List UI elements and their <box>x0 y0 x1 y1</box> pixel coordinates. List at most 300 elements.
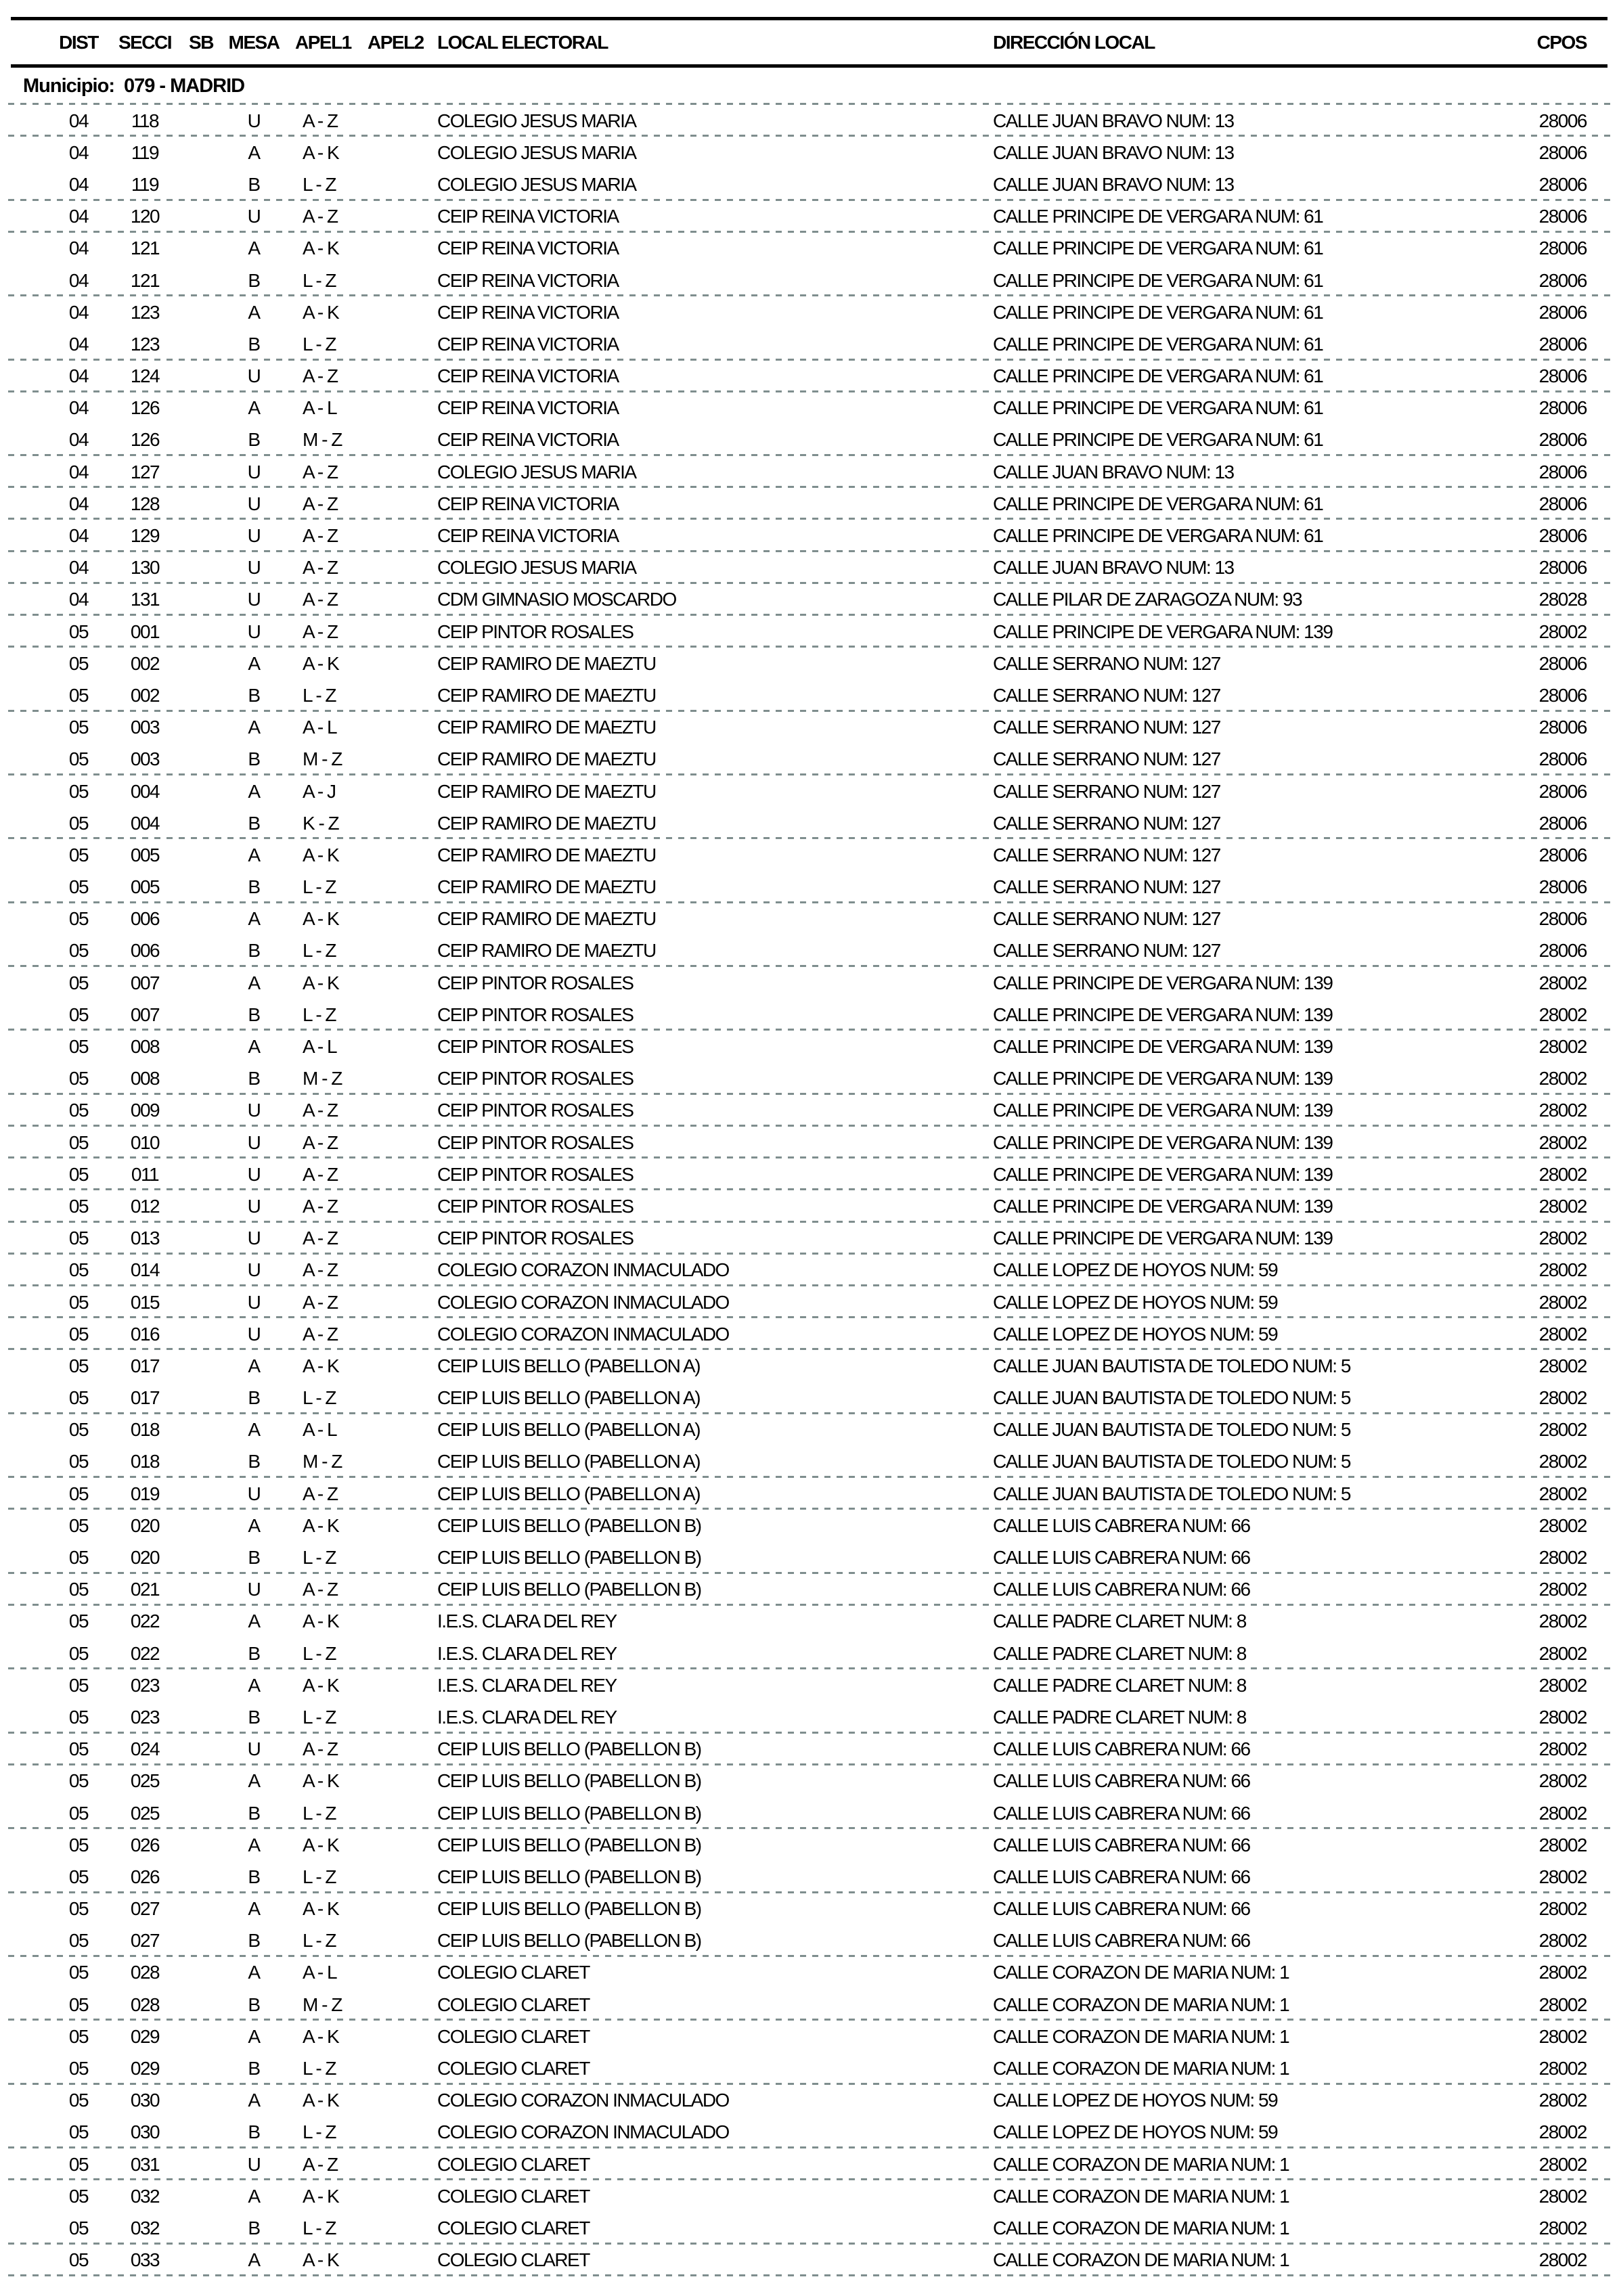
cell-direccion: CALLE LUIS CABRERA NUM: 66 <box>993 1514 1250 1536</box>
cell-secci: 123 <box>130 333 160 355</box>
table-row <box>0 1829 1619 1861</box>
table-row <box>0 552 1619 584</box>
cell-secci: 121 <box>130 269 160 291</box>
cell-local: CEIP REINA VICTORIA <box>437 493 619 514</box>
cell-local: CEIP PINTOR ROSALES <box>437 1228 634 1249</box>
cell-local: CEIP PINTOR ROSALES <box>437 1100 634 1121</box>
cell-direccion: CALLE JUAN BAUTISTA DE TOLEDO NUM: 5 <box>993 1387 1350 1409</box>
cell-local: CEIP LUIS BELLO (PABELLON B) <box>437 1770 701 1792</box>
table-row <box>0 2117 1619 2148</box>
cell-direccion: CALLE PRINCIPE DE VERGARA NUM: 139 <box>993 1228 1333 1249</box>
cell-cpos: 28006 <box>1538 110 1587 131</box>
cell-cpos: 28002 <box>1538 1802 1587 1824</box>
cell-local: CEIP LUIS BELLO (PABELLON B) <box>437 1834 701 1855</box>
cell-secci: 128 <box>130 493 160 514</box>
table-row <box>0 807 1619 839</box>
cell-dist: 05 <box>68 2058 89 2079</box>
cell-dist: 05 <box>68 2185 89 2207</box>
cell-direccion: CALLE JUAN BRAVO NUM: 13 <box>993 110 1234 131</box>
cell-local: CEIP RAMIRO DE MAEZTU <box>437 908 656 930</box>
cell-secci: 119 <box>131 141 159 163</box>
cell-secci: 126 <box>130 397 160 419</box>
cell-local: CEIP REINA VICTORIA <box>437 429 619 451</box>
cell-direccion: CALLE PRINCIPE DE VERGARA NUM: 139 <box>993 1036 1333 1058</box>
cell-local: CEIP LUIS BELLO (PABELLON B) <box>437 1514 701 1536</box>
cell-apel: A - K <box>303 844 339 865</box>
cell-direccion: CALLE PRINCIPE DE VERGARA NUM: 61 <box>993 206 1323 227</box>
cell-direccion: CALLE PRINCIPE DE VERGARA NUM: 61 <box>993 333 1323 355</box>
cell-direccion: CALLE PRINCIPE DE VERGARA NUM: 139 <box>993 972 1333 993</box>
cell-apel: A - K <box>303 972 339 993</box>
cell-dist: 05 <box>68 2025 89 2047</box>
cell-secci: 017 <box>130 1387 160 1409</box>
table-row <box>0 1797 1619 1829</box>
cell-apel: A - L <box>303 1962 337 1983</box>
cell-dist: 05 <box>68 1068 89 1089</box>
cell-direccion: CALLE PRINCIPE DE VERGARA NUM: 139 <box>993 1131 1333 1153</box>
cell-cpos: 28002 <box>1538 1579 1587 1600</box>
cell-secci: 030 <box>130 2121 160 2143</box>
cell-mesa: A <box>248 2185 260 2207</box>
cell-dist: 04 <box>68 461 89 482</box>
cell-secci: 121 <box>130 238 160 259</box>
cell-secci: 007 <box>130 1004 160 1025</box>
cell-local: CEIP REINA VICTORIA <box>437 525 619 547</box>
cell-local: CEIP LUIS BELLO (PABELLON A) <box>437 1483 701 1504</box>
cell-secci: 026 <box>130 1834 160 1855</box>
table-row <box>0 520 1619 552</box>
cell-mesa: A <box>248 301 260 323</box>
cell-direccion: CALLE JUAN BRAVO NUM: 13 <box>993 557 1234 579</box>
cell-secci: 018 <box>130 1419 160 1441</box>
cell-direccion: CALLE SERRANO NUM: 127 <box>993 717 1220 738</box>
cell-apel: A - Z <box>303 1738 338 1760</box>
column-header-secci: SECCI <box>118 31 172 53</box>
cell-direccion: CALLE SERRANO NUM: 127 <box>993 940 1220 962</box>
cell-mesa: U <box>247 365 261 387</box>
cell-dist: 05 <box>68 908 89 930</box>
cell-cpos: 28006 <box>1538 652 1587 674</box>
table-row <box>0 1414 1619 1446</box>
cell-cpos: 28002 <box>1538 1100 1587 1121</box>
cell-direccion: CALLE LUIS CABRERA NUM: 66 <box>993 1898 1250 1920</box>
cell-dist: 05 <box>68 621 89 642</box>
cell-cpos: 28002 <box>1538 1355 1587 1376</box>
cell-direccion: CALLE PRINCIPE DE VERGARA NUM: 139 <box>993 1195 1333 1217</box>
table-row <box>0 1541 1619 1573</box>
cell-cpos: 28002 <box>1538 1994 1587 2015</box>
cell-mesa: U <box>247 1228 261 1249</box>
cell-apel: A - Z <box>303 493 338 514</box>
cell-secci: 013 <box>130 1228 160 1249</box>
cell-cpos: 28002 <box>1538 2153 1587 2175</box>
cell-local: CEIP REINA VICTORIA <box>437 238 619 259</box>
cell-apel: A - K <box>303 1834 339 1855</box>
cell-secci: 003 <box>130 717 160 738</box>
cell-direccion: CALLE LUIS CABRERA NUM: 66 <box>993 1866 1250 1887</box>
table-row <box>0 1127 1619 1158</box>
cell-cpos: 28002 <box>1538 1642 1587 1664</box>
column-header-sb: SB <box>189 31 213 53</box>
cell-cpos: 28002 <box>1538 1898 1587 1920</box>
table-row <box>0 1574 1619 1606</box>
cell-apel: A - K <box>303 141 339 163</box>
cell-mesa: U <box>247 1579 261 1600</box>
cell-local: COLEGIO JESUS MARIA <box>437 173 636 195</box>
municipio-value: 079 - MADRID <box>123 75 245 97</box>
cell-apel: A - K <box>303 908 339 930</box>
cell-apel: A - J <box>303 780 336 802</box>
cell-mesa: U <box>247 493 261 514</box>
cell-apel: A - K <box>303 1674 339 1696</box>
table-row <box>0 1190 1619 1222</box>
cell-apel: A - Z <box>303 1163 338 1185</box>
table-row <box>0 1734 1619 1765</box>
cell-direccion: CALLE PRINCIPE DE VERGARA NUM: 139 <box>993 621 1333 642</box>
cell-dist: 04 <box>68 141 89 163</box>
cell-cpos: 28002 <box>1538 2025 1587 2047</box>
cell-direccion: CALLE PRINCIPE DE VERGARA NUM: 61 <box>993 301 1323 323</box>
cell-mesa: A <box>248 1514 260 1536</box>
cell-apel: A - Z <box>303 461 338 482</box>
cell-cpos: 28006 <box>1538 301 1587 323</box>
cell-local: CEIP REINA VICTORIA <box>437 269 619 291</box>
table-row <box>0 2052 1619 2084</box>
table-row <box>0 488 1619 520</box>
cell-apel: M - Z <box>303 1451 342 1472</box>
cell-mesa: B <box>248 1930 260 1952</box>
cell-mesa: B <box>248 1994 260 2015</box>
table-row <box>0 1893 1619 1925</box>
cell-dist: 04 <box>68 206 89 227</box>
table-row <box>0 1255 1619 1286</box>
table-row <box>0 679 1619 711</box>
cell-mesa: A <box>248 141 260 163</box>
cell-mesa: B <box>248 940 260 962</box>
cell-dist: 05 <box>68 1547 89 1569</box>
cell-apel: L - Z <box>303 1547 336 1569</box>
cell-apel: L - Z <box>303 333 336 355</box>
cell-cpos: 28006 <box>1538 461 1587 482</box>
cell-cpos: 28006 <box>1538 748 1587 770</box>
cell-cpos: 28006 <box>1538 525 1587 547</box>
cell-apel: K - Z <box>303 812 339 834</box>
table-row <box>0 2085 1619 2117</box>
cell-direccion: CALLE SERRANO NUM: 127 <box>993 652 1220 674</box>
table-row <box>0 2180 1619 2212</box>
cell-cpos: 28002 <box>1538 1514 1587 1536</box>
cell-mesa: U <box>247 206 261 227</box>
cell-secci: 119 <box>131 173 159 195</box>
cell-apel: L - Z <box>303 269 336 291</box>
cell-direccion: CALLE PADRE CLARET NUM: 8 <box>993 1611 1246 1632</box>
cell-direccion: CALLE JUAN BAUTISTA DE TOLEDO NUM: 5 <box>993 1355 1350 1376</box>
cell-cpos: 28028 <box>1538 589 1587 610</box>
cell-dist: 05 <box>68 940 89 962</box>
cell-local: CEIP RAMIRO DE MAEZTU <box>437 876 656 898</box>
cell-mesa: A <box>248 1962 260 1983</box>
cell-apel: A - Z <box>303 1579 338 1600</box>
cell-mesa: A <box>248 908 260 930</box>
cell-mesa: U <box>247 1323 261 1345</box>
table-row <box>0 1669 1619 1701</box>
cell-dist: 05 <box>68 684 89 706</box>
cell-secci: 017 <box>130 1355 160 1376</box>
table-row <box>0 1478 1619 1510</box>
cell-direccion: CALLE LOPEZ DE HOYOS NUM: 59 <box>993 1291 1278 1313</box>
cell-local: I.E.S. CLARA DEL REY <box>437 1674 617 1696</box>
cell-direccion: CALLE CORAZON DE MARIA NUM: 1 <box>993 1994 1289 2015</box>
cell-cpos: 28002 <box>1538 2058 1587 2079</box>
cell-mesa: A <box>248 652 260 674</box>
cell-dist: 05 <box>68 844 89 865</box>
cell-direccion: CALLE PRINCIPE DE VERGARA NUM: 61 <box>993 365 1323 387</box>
cell-secci: 026 <box>130 1866 160 1887</box>
cell-apel: L - Z <box>303 1387 336 1409</box>
cell-direccion: CALLE CORAZON DE MARIA NUM: 1 <box>993 2249 1289 2271</box>
cell-direccion: CALLE LUIS CABRERA NUM: 66 <box>993 1930 1250 1952</box>
table-row <box>0 361 1619 392</box>
cell-cpos: 28002 <box>1538 1228 1587 1249</box>
cell-cpos: 28002 <box>1538 1387 1587 1409</box>
cell-dist: 05 <box>68 1004 89 1025</box>
cell-dist: 04 <box>68 269 89 291</box>
cell-local: CEIP REINA VICTORIA <box>437 365 619 387</box>
cell-mesa: A <box>248 972 260 993</box>
cell-mesa: B <box>248 1866 260 1887</box>
cell-dist: 05 <box>68 2090 89 2111</box>
cell-local: COLEGIO CLARET <box>437 2025 590 2047</box>
cell-local: COLEGIO CORAZON INMACULADO <box>437 1259 729 1281</box>
cell-local: CEIP PINTOR ROSALES <box>437 1004 634 1025</box>
cell-direccion: CALLE CORAZON DE MARIA NUM: 1 <box>993 1962 1289 1983</box>
cell-local: CEIP LUIS BELLO (PABELLON B) <box>437 1547 701 1569</box>
cell-apel: A - Z <box>303 1291 338 1313</box>
cell-apel: L - Z <box>303 1930 336 1952</box>
cell-direccion: CALLE SERRANO NUM: 127 <box>993 812 1220 834</box>
table-row <box>0 1925 1619 1957</box>
cell-local: CEIP PINTOR ROSALES <box>437 1068 634 1089</box>
cell-dist: 04 <box>68 493 89 514</box>
cell-cpos: 28006 <box>1538 844 1587 865</box>
table-row <box>0 1223 1619 1255</box>
cell-mesa: B <box>248 812 260 834</box>
cell-apel: M - Z <box>303 1068 342 1089</box>
cell-cpos: 28002 <box>1538 1291 1587 1313</box>
cell-direccion: CALLE SERRANO NUM: 127 <box>993 908 1220 930</box>
cell-dist: 05 <box>68 1770 89 1792</box>
cell-mesa: B <box>248 1642 260 1664</box>
municipio-heading <box>0 68 1619 105</box>
cell-mesa: A <box>248 1355 260 1376</box>
cell-local: CEIP RAMIRO DE MAEZTU <box>437 812 656 834</box>
cell-local: COLEGIO JESUS MARIA <box>437 110 636 131</box>
cell-local: COLEGIO CORAZON INMACULADO <box>437 1323 729 1345</box>
cell-direccion: CALLE LUIS CABRERA NUM: 66 <box>993 1738 1250 1760</box>
cell-direccion: CALLE PADRE CLARET NUM: 8 <box>993 1674 1246 1696</box>
cell-dist: 05 <box>68 972 89 993</box>
cell-apel: M - Z <box>303 1994 342 2015</box>
cell-apel: L - Z <box>303 876 336 898</box>
table-row <box>0 201 1619 233</box>
cell-dist: 05 <box>68 652 89 674</box>
cell-cpos: 28006 <box>1538 780 1587 802</box>
cell-local: CEIP RAMIRO DE MAEZTU <box>437 940 656 962</box>
cell-dist: 04 <box>68 429 89 451</box>
cell-mesa: B <box>248 1068 260 1089</box>
cell-cpos: 28002 <box>1538 1195 1587 1217</box>
cell-apel: A - K <box>303 2025 339 2047</box>
table-row <box>0 1446 1619 1478</box>
cell-cpos: 28002 <box>1538 2185 1587 2207</box>
cell-secci: 022 <box>130 1642 160 1664</box>
cell-apel: A - K <box>303 652 339 674</box>
cell-local: CEIP LUIS BELLO (PABELLON B) <box>437 1802 701 1824</box>
table-row <box>0 1382 1619 1414</box>
table-row <box>0 775 1619 807</box>
cell-apel: A - Z <box>303 589 338 610</box>
cell-apel: L - Z <box>303 2217 336 2238</box>
cell-apel: A - Z <box>303 206 338 227</box>
cell-apel: A - Z <box>303 1131 338 1153</box>
cell-local: CEIP RAMIRO DE MAEZTU <box>437 780 656 802</box>
cell-cpos: 28006 <box>1538 333 1587 355</box>
cell-direccion: CALLE LUIS CABRERA NUM: 66 <box>993 1770 1250 1792</box>
cell-dist: 05 <box>68 1738 89 1760</box>
cell-local: COLEGIO CLARET <box>437 2153 590 2175</box>
cell-secci: 016 <box>130 1323 160 1345</box>
cell-direccion: CALLE PILAR DE ZARAGOZA NUM: 93 <box>993 589 1302 610</box>
cell-apel: L - Z <box>303 1866 336 1887</box>
cell-dist: 05 <box>68 1962 89 1983</box>
cell-secci: 123 <box>130 301 160 323</box>
table-row <box>0 105 1619 137</box>
cell-apel: A - K <box>303 2185 339 2207</box>
cell-apel: A - Z <box>303 1100 338 1121</box>
cell-dist: 05 <box>68 1642 89 1664</box>
cell-apel: A - K <box>303 238 339 259</box>
cell-direccion: CALLE PRINCIPE DE VERGARA NUM: 61 <box>993 493 1323 514</box>
table-row <box>0 1701 1619 1733</box>
cell-local: COLEGIO CLARET <box>437 2217 590 2238</box>
table-row <box>0 424 1619 456</box>
cell-local: COLEGIO CORAZON INMACULADO <box>437 1291 729 1313</box>
cell-dist: 05 <box>68 1994 89 2015</box>
cell-secci: 018 <box>130 1451 160 1472</box>
table-row <box>0 2148 1619 2180</box>
cell-local: CEIP RAMIRO DE MAEZTU <box>437 717 656 738</box>
cell-secci: 005 <box>130 844 160 865</box>
table-row <box>0 999 1619 1031</box>
cell-apel: L - Z <box>303 1004 336 1025</box>
cell-dist: 05 <box>68 2153 89 2175</box>
cell-dist: 05 <box>68 1355 89 1376</box>
cell-dist: 05 <box>68 1163 89 1185</box>
cell-cpos: 28002 <box>1538 2217 1587 2238</box>
cell-secci: 024 <box>130 1738 160 1760</box>
cell-local: CEIP LUIS BELLO (PABELLON B) <box>437 1866 701 1887</box>
cell-secci: 027 <box>130 1898 160 1920</box>
cell-apel: L - Z <box>303 684 336 706</box>
cell-dist: 05 <box>68 876 89 898</box>
cell-cpos: 28002 <box>1538 1930 1587 1952</box>
cell-mesa: U <box>247 1163 261 1185</box>
table-body <box>0 105 1619 2276</box>
cell-direccion: CALLE SERRANO NUM: 127 <box>993 684 1220 706</box>
cell-dist: 05 <box>68 1514 89 1536</box>
cell-cpos: 28002 <box>1538 1036 1587 1058</box>
cell-local: CEIP LUIS BELLO (PABELLON B) <box>437 1579 701 1600</box>
cell-dist: 04 <box>68 525 89 547</box>
table-row <box>0 168 1619 200</box>
cell-cpos: 28006 <box>1538 238 1587 259</box>
cell-local: CEIP LUIS BELLO (PABELLON A) <box>437 1419 701 1441</box>
cell-apel: A - K <box>303 301 339 323</box>
cell-mesa: B <box>248 1802 260 1824</box>
cell-secci: 003 <box>130 748 160 770</box>
cell-apel: L - Z <box>303 1802 336 1824</box>
cell-apel: A - Z <box>303 557 338 579</box>
cell-local: CEIP REINA VICTORIA <box>437 206 619 227</box>
cell-dist: 05 <box>68 1291 89 1313</box>
cell-direccion: CALLE PADRE CLARET NUM: 8 <box>993 1706 1246 1728</box>
cell-mesa: B <box>248 173 260 195</box>
report-page <box>0 17 1619 2296</box>
cell-cpos: 28002 <box>1538 1163 1587 1185</box>
cell-secci: 022 <box>130 1611 160 1632</box>
cell-secci: 120 <box>130 206 160 227</box>
cell-dist: 05 <box>68 2121 89 2143</box>
cell-mesa: A <box>248 1834 260 1855</box>
cell-secci: 124 <box>130 365 160 387</box>
cell-mesa: B <box>248 429 260 451</box>
cell-local: COLEGIO CLARET <box>437 1962 590 1983</box>
cell-local: COLEGIO CLARET <box>437 2185 590 2207</box>
cell-cpos: 28002 <box>1538 1834 1587 1855</box>
cell-cpos: 28002 <box>1538 1131 1587 1153</box>
cell-secci: 031 <box>130 2153 160 2175</box>
cell-dist: 05 <box>68 812 89 834</box>
cell-cpos: 28006 <box>1538 876 1587 898</box>
cell-dist: 04 <box>68 397 89 419</box>
cell-secci: 006 <box>130 908 160 930</box>
cell-mesa: U <box>247 589 261 610</box>
cell-mesa: A <box>248 2025 260 2047</box>
cell-mesa: B <box>248 1004 260 1025</box>
cell-mesa: U <box>247 110 261 131</box>
cell-local: CEIP PINTOR ROSALES <box>437 1036 634 1058</box>
cell-secci: 004 <box>130 812 160 834</box>
cell-dist: 05 <box>68 1866 89 1887</box>
cell-cpos: 28006 <box>1538 940 1587 962</box>
cell-secci: 019 <box>130 1483 160 1504</box>
cell-secci: 012 <box>130 1195 160 1217</box>
cell-mesa: A <box>248 2249 260 2271</box>
cell-direccion: CALLE CORAZON DE MARIA NUM: 1 <box>993 2058 1289 2079</box>
cell-direccion: CALLE PRINCIPE DE VERGARA NUM: 139 <box>993 1004 1333 1025</box>
cell-secci: 130 <box>130 557 160 579</box>
column-header-apel2: APEL2 <box>368 31 424 53</box>
cell-local: COLEGIO JESUS MARIA <box>437 461 636 482</box>
cell-cpos: 28002 <box>1538 1611 1587 1632</box>
cell-secci: 129 <box>130 525 160 547</box>
cell-mesa: B <box>248 876 260 898</box>
cell-dist: 05 <box>68 748 89 770</box>
cell-direccion: CALLE PRINCIPE DE VERGARA NUM: 139 <box>993 1068 1333 1089</box>
table-row <box>0 584 1619 616</box>
cell-cpos: 28006 <box>1538 812 1587 834</box>
cell-dist: 04 <box>68 589 89 610</box>
